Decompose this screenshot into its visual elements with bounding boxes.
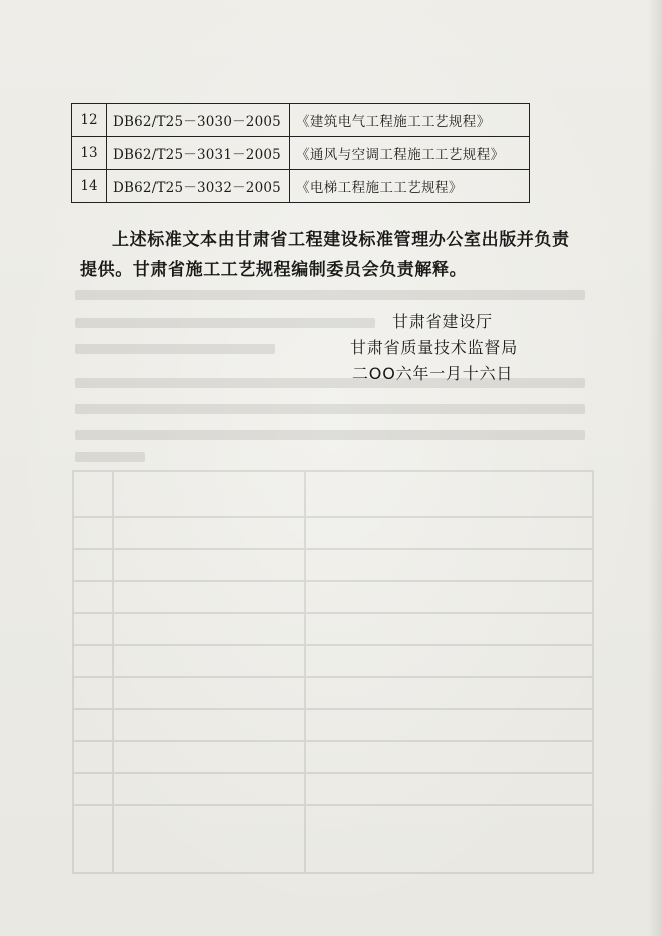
table-row [72,104,530,137]
standard-name: 《电梯工程施工工艺规程》 [290,170,530,203]
row-number: 12 [72,104,107,137]
row-number: 14 [72,170,107,203]
standards-table [71,103,530,203]
standard-name: 《通风与空调工程施工工艺规程》 [290,137,530,170]
row-number: 13 [72,137,107,170]
standard-code: DB62/T25－3032－2005 [107,170,290,203]
standard-code: DB62/T25－3030－2005 [107,104,290,137]
notice-line-1: 上述标准文本由甘肃省工程建设标准管理办公室出版并负责 [112,230,570,250]
table-row [72,170,530,203]
notice-paragraph [80,225,580,285]
notice-line-2: 提供。甘肃省施工工艺规程编制委员会负责解释。 [80,260,468,280]
issuer-quality-bureau: 甘肃省质量技术监督局 [350,338,519,357]
issue-date: 二OO六年一月十六日 [352,364,514,383]
issuer-construction-dept: 甘肃省建设厅 [392,312,493,331]
standard-name: 《建筑电气工程施工工艺规程》 [290,104,530,137]
page-edge-shadow [648,0,662,936]
table-row [72,137,530,170]
standard-code: DB62/T25－3031－2005 [107,137,290,170]
